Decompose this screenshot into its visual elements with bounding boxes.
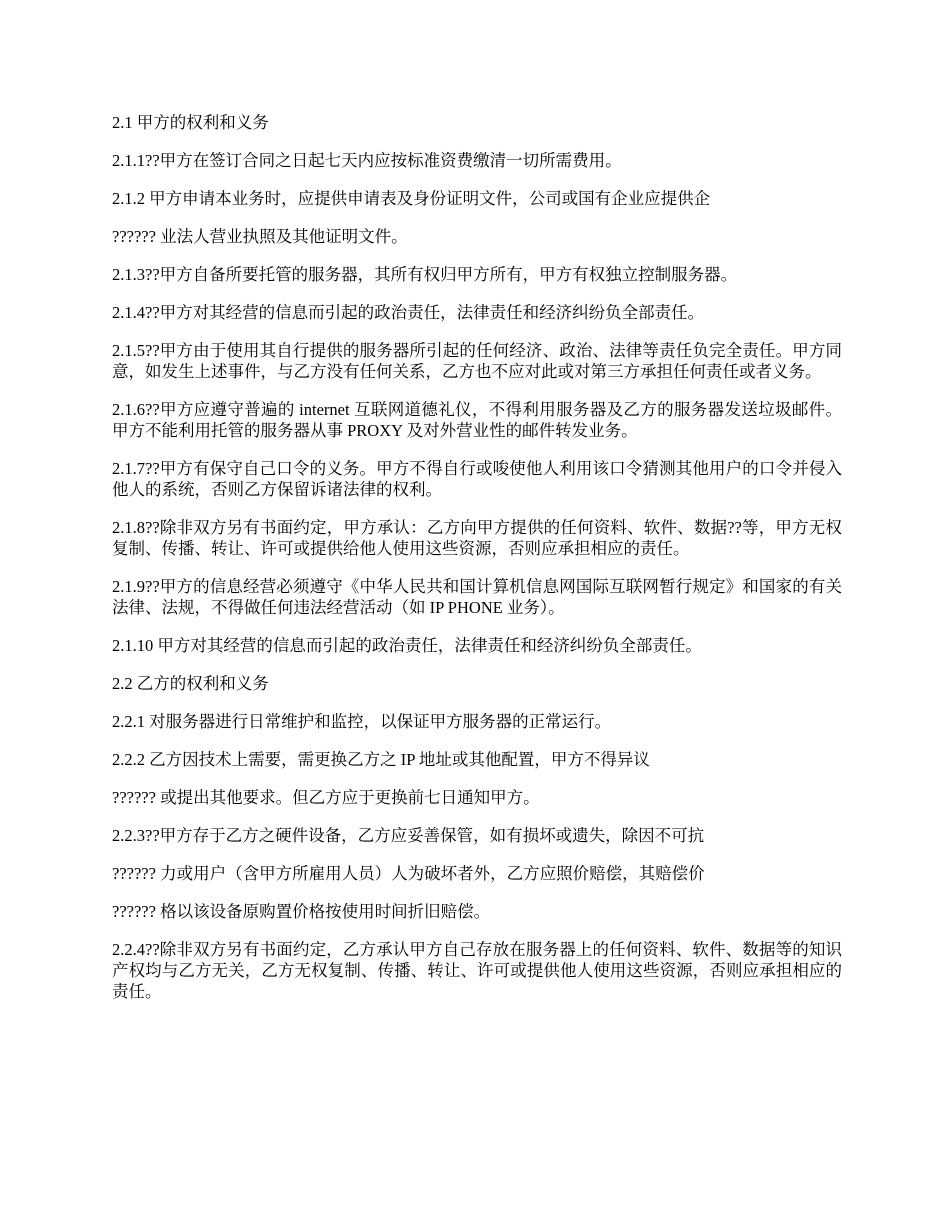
- clause-2-2-2-continued: ?????? 或提出其他要求。但乙方应于更换前七日通知甲方。: [112, 788, 540, 807]
- clause-2-1-1: 2.1.1??甲方在签订合同之日起七天内应按标准资费缴清一切所需费用。: [112, 151, 622, 170]
- clause-2-1-10: 2.1.10 甲方对其经营的信息而引起的政治责任，法律责任和经济纠纷负全部责任。: [112, 636, 702, 655]
- clause-2-2-3-continued-2: ?????? 格以该设备原购置价格按使用时间折旧赔偿。: [112, 902, 491, 921]
- clause-2-2-4: 2.2.4??除非双方另有书面约定，乙方承认甲方自己存放在服务器上的任何资料、软件、数据等的知识产权均与乙方无关，乙方无权复制、传播、转让、许可或提供他人使用这些资源，否则应承担相应的责任。: [112, 940, 842, 1001]
- clause-2-1-8: 2.1.8??除非双方另有书面约定，甲方承认：乙方向甲方提供的任何资料、软件、数据??等，甲方无权复制、传播、转让、许可或提供给他人使用这些资源，否则应承担相应的责任。: [112, 518, 842, 558]
- clause-2-2-3: 2.2.3??甲方存于乙方之硬件设备，乙方应妥善保管，如有损坏或遗失，除因不可抗: [112, 826, 705, 845]
- clause-2-1-2-continued: ?????? 业法人营业执照及其他证明文件。: [112, 227, 408, 246]
- clause-2-1-9: 2.1.9??甲方的信息经营必须遵守《中华人民共和国计算机信息网国际互联网暂行规定》和国家的有关法律、法规，不得做任何违法经营活动（如 IP PHONE 业务）。: [112, 577, 842, 617]
- clause-2-1-4: 2.1.4??甲方对其经营的信息而引起的政治责任，法律责任和经济纠纷负全部责任。: [112, 303, 705, 322]
- section-heading-2-1: 2.1 甲方的权利和义务: [112, 113, 269, 132]
- clause-2-1-2: 2.1.2 甲方申请本业务时，应提供申请表及身份证明文件，公司或国有企业应提供企: [112, 189, 711, 208]
- clause-2-2-3-continued-1: ?????? 力或用户（含甲方所雇用人员）人为破坏者外，乙方应照价赔偿，其赔偿价: [112, 864, 705, 883]
- clause-2-1-6: 2.1.6??甲方应遵守普遍的 internet 互联网道德礼仪，不得利用服务器及乙方的服务器发送垃圾邮件。甲方不能利用托管的服务器从事 PROXY 及对外营业性的邮件转发业务。: [112, 400, 842, 440]
- clause-2-2-2: 2.2.2 乙方因技术上需要，需更换乙方之 IP 地址或其他配置，甲方不得异议: [112, 750, 650, 769]
- section-heading-2-2: 2.2 乙方的权利和义务: [112, 674, 269, 693]
- clause-2-1-3: 2.1.3??甲方自备所要托管的服务器，其所有权归甲方所有，甲方有权独立控制服务器。: [112, 265, 738, 284]
- clause-2-2-1: 2.2.1 对服务器进行日常维护和监控，以保证甲方服务器的正常运行。: [112, 712, 612, 731]
- clause-2-1-7: 2.1.7??甲方有保守自己口令的义务。甲方不得自行或唆使他人利用该口令猜测其他用户的口令并侵入他人的系统，否则乙方保留诉诸法律的权利。: [112, 459, 842, 499]
- document-page: [112, 112, 842, 1019]
- clause-2-1-5: 2.1.5??甲方由于使用其自行提供的服务器所引起的任何经济、政治、法律等责任负完全责任。甲方同意，如发生上述事件，与乙方没有任何关系，乙方也不应对此或对第三方承担任何责任或者义务。: [112, 341, 842, 381]
